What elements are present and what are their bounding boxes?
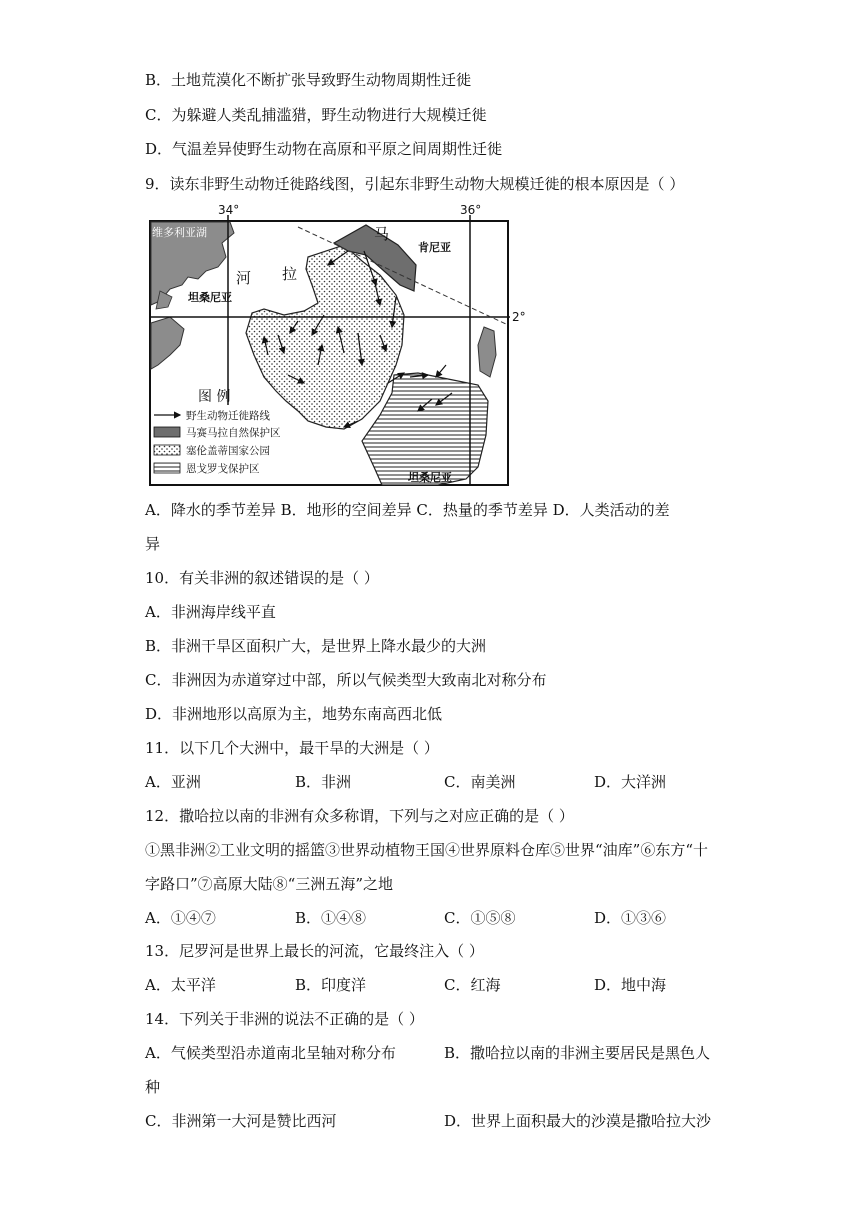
q10-stem: 10．有关非洲的叙述错误的是（ ） [145, 569, 379, 587]
east-africa-migration-map [148, 203, 526, 487]
q14-option-c: C．非洲第一大河是赞比西河 [145, 1112, 337, 1130]
tanzania-label-south: 坦桑尼亚 [408, 471, 452, 484]
kenya-label: 肯尼亚 [418, 241, 451, 254]
q14-option-b-wrap: 种 [145, 1078, 161, 1096]
q8-option-c: C．为躲避人类乱捕滥猎，野生动物进行大规模迁徙 [145, 106, 487, 124]
q12-option-a: A．①④⑦ [145, 909, 216, 927]
lake-label: 维多利亚湖 [152, 226, 207, 239]
q14-option-d: D．世界上面积最大的沙漠是撒哈拉大沙 [444, 1112, 712, 1130]
q10-option-a: A．非洲海岸线平直 [145, 603, 276, 621]
q10-option-d: D．非洲地形以高原为主，地势东南高西北低 [145, 705, 443, 723]
q14-stem: 14．下列关于非洲的说法不正确的是（ ） [145, 1010, 424, 1028]
legend-serengeti-label: 塞伦盖蒂国家公园 [186, 445, 270, 457]
q9-options-wrap: 异 [145, 535, 161, 553]
q12-detail-2: 字路口”⑦高原大陆⑧“三洲五海”之地 [145, 875, 394, 893]
legend-masai-swatch [154, 427, 180, 437]
q13-stem: 13．尼罗河是世界上最长的河流，它最终注入（ ） [145, 942, 484, 960]
q13-option-b: B．印度洋 [295, 976, 367, 994]
legend-ngorongoro-swatch [154, 463, 180, 473]
lon-34-label: 34° [218, 203, 240, 217]
q11-option-a: A．亚洲 [145, 773, 201, 791]
q13-option-d: D．地中海 [594, 976, 667, 994]
q12-option-b: B．①④⑧ [295, 909, 367, 927]
q13-option-a: A．太平洋 [145, 976, 216, 994]
q12-option-c: C．①⑤⑧ [444, 909, 516, 927]
tanzania-label-north: 坦桑尼亚 [188, 291, 232, 304]
legend-serengeti-swatch [154, 445, 180, 455]
q14-option-b: B．撒哈拉以南的非洲主要居民是黑色人 [444, 1044, 711, 1062]
he-label: 河 [236, 269, 252, 287]
legend-masai-label: 马赛马拉自然保护区 [186, 427, 281, 439]
q10-option-b: B．非洲干旱区面积广大，是世界上降水最少的大洲 [145, 637, 487, 655]
legend-title: 图 例 [198, 389, 231, 405]
q9-stem: 9．读东非野生动物迁徙路线图，引起东非野生动物大规模迁徙的根本原因是（ ） [145, 175, 685, 193]
legend-ngorongoro-label: 恩戈罗戈保护区 [186, 463, 260, 475]
q8-option-b: B．土地荒漠化不断扩张导致野生动物周期性迁徙 [145, 71, 472, 89]
q10-option-c: C．非洲因为赤道穿过中部，所以气候类型大致南北对称分布 [145, 671, 547, 689]
q8-option-d: D．气温差异使野生动物在高原和平原之间周期性迁徙 [145, 140, 503, 158]
q11-option-d: D．大洋洲 [594, 773, 667, 791]
q11-stem: 11．以下几个大洲中，最干旱的大洲是（ ） [145, 739, 439, 757]
q12-stem: 12．撒哈拉以南的非洲有众多称谓，下列与之对应正确的是（ ） [145, 807, 574, 825]
lon-36-label: 36° [460, 203, 482, 217]
q9-options: A．降水的季节差异 B．地形的空间差异 C．热量的季节差异 D．人类活动的差 [145, 501, 670, 519]
la-label: 拉 [282, 265, 298, 283]
q13-option-c: C．红海 [444, 976, 501, 994]
ma-label: 马 [374, 225, 390, 243]
lat-2-label: 2° [512, 310, 526, 324]
q14-option-a: A．气候类型沿赤道南北呈轴对称分布 [145, 1044, 396, 1062]
q11-option-c: C．南美洲 [444, 773, 516, 791]
q12-option-d: D．①③⑥ [594, 909, 667, 927]
q11-option-b: B．非洲 [295, 773, 352, 791]
q12-detail-1: ①黑非洲②工业文明的摇篮③世界动植物王国④世界原料仓库⑤世界“油库”⑥东方“十 [145, 841, 709, 859]
legend-route-label: 野生动物迁徙路线 [186, 410, 270, 422]
